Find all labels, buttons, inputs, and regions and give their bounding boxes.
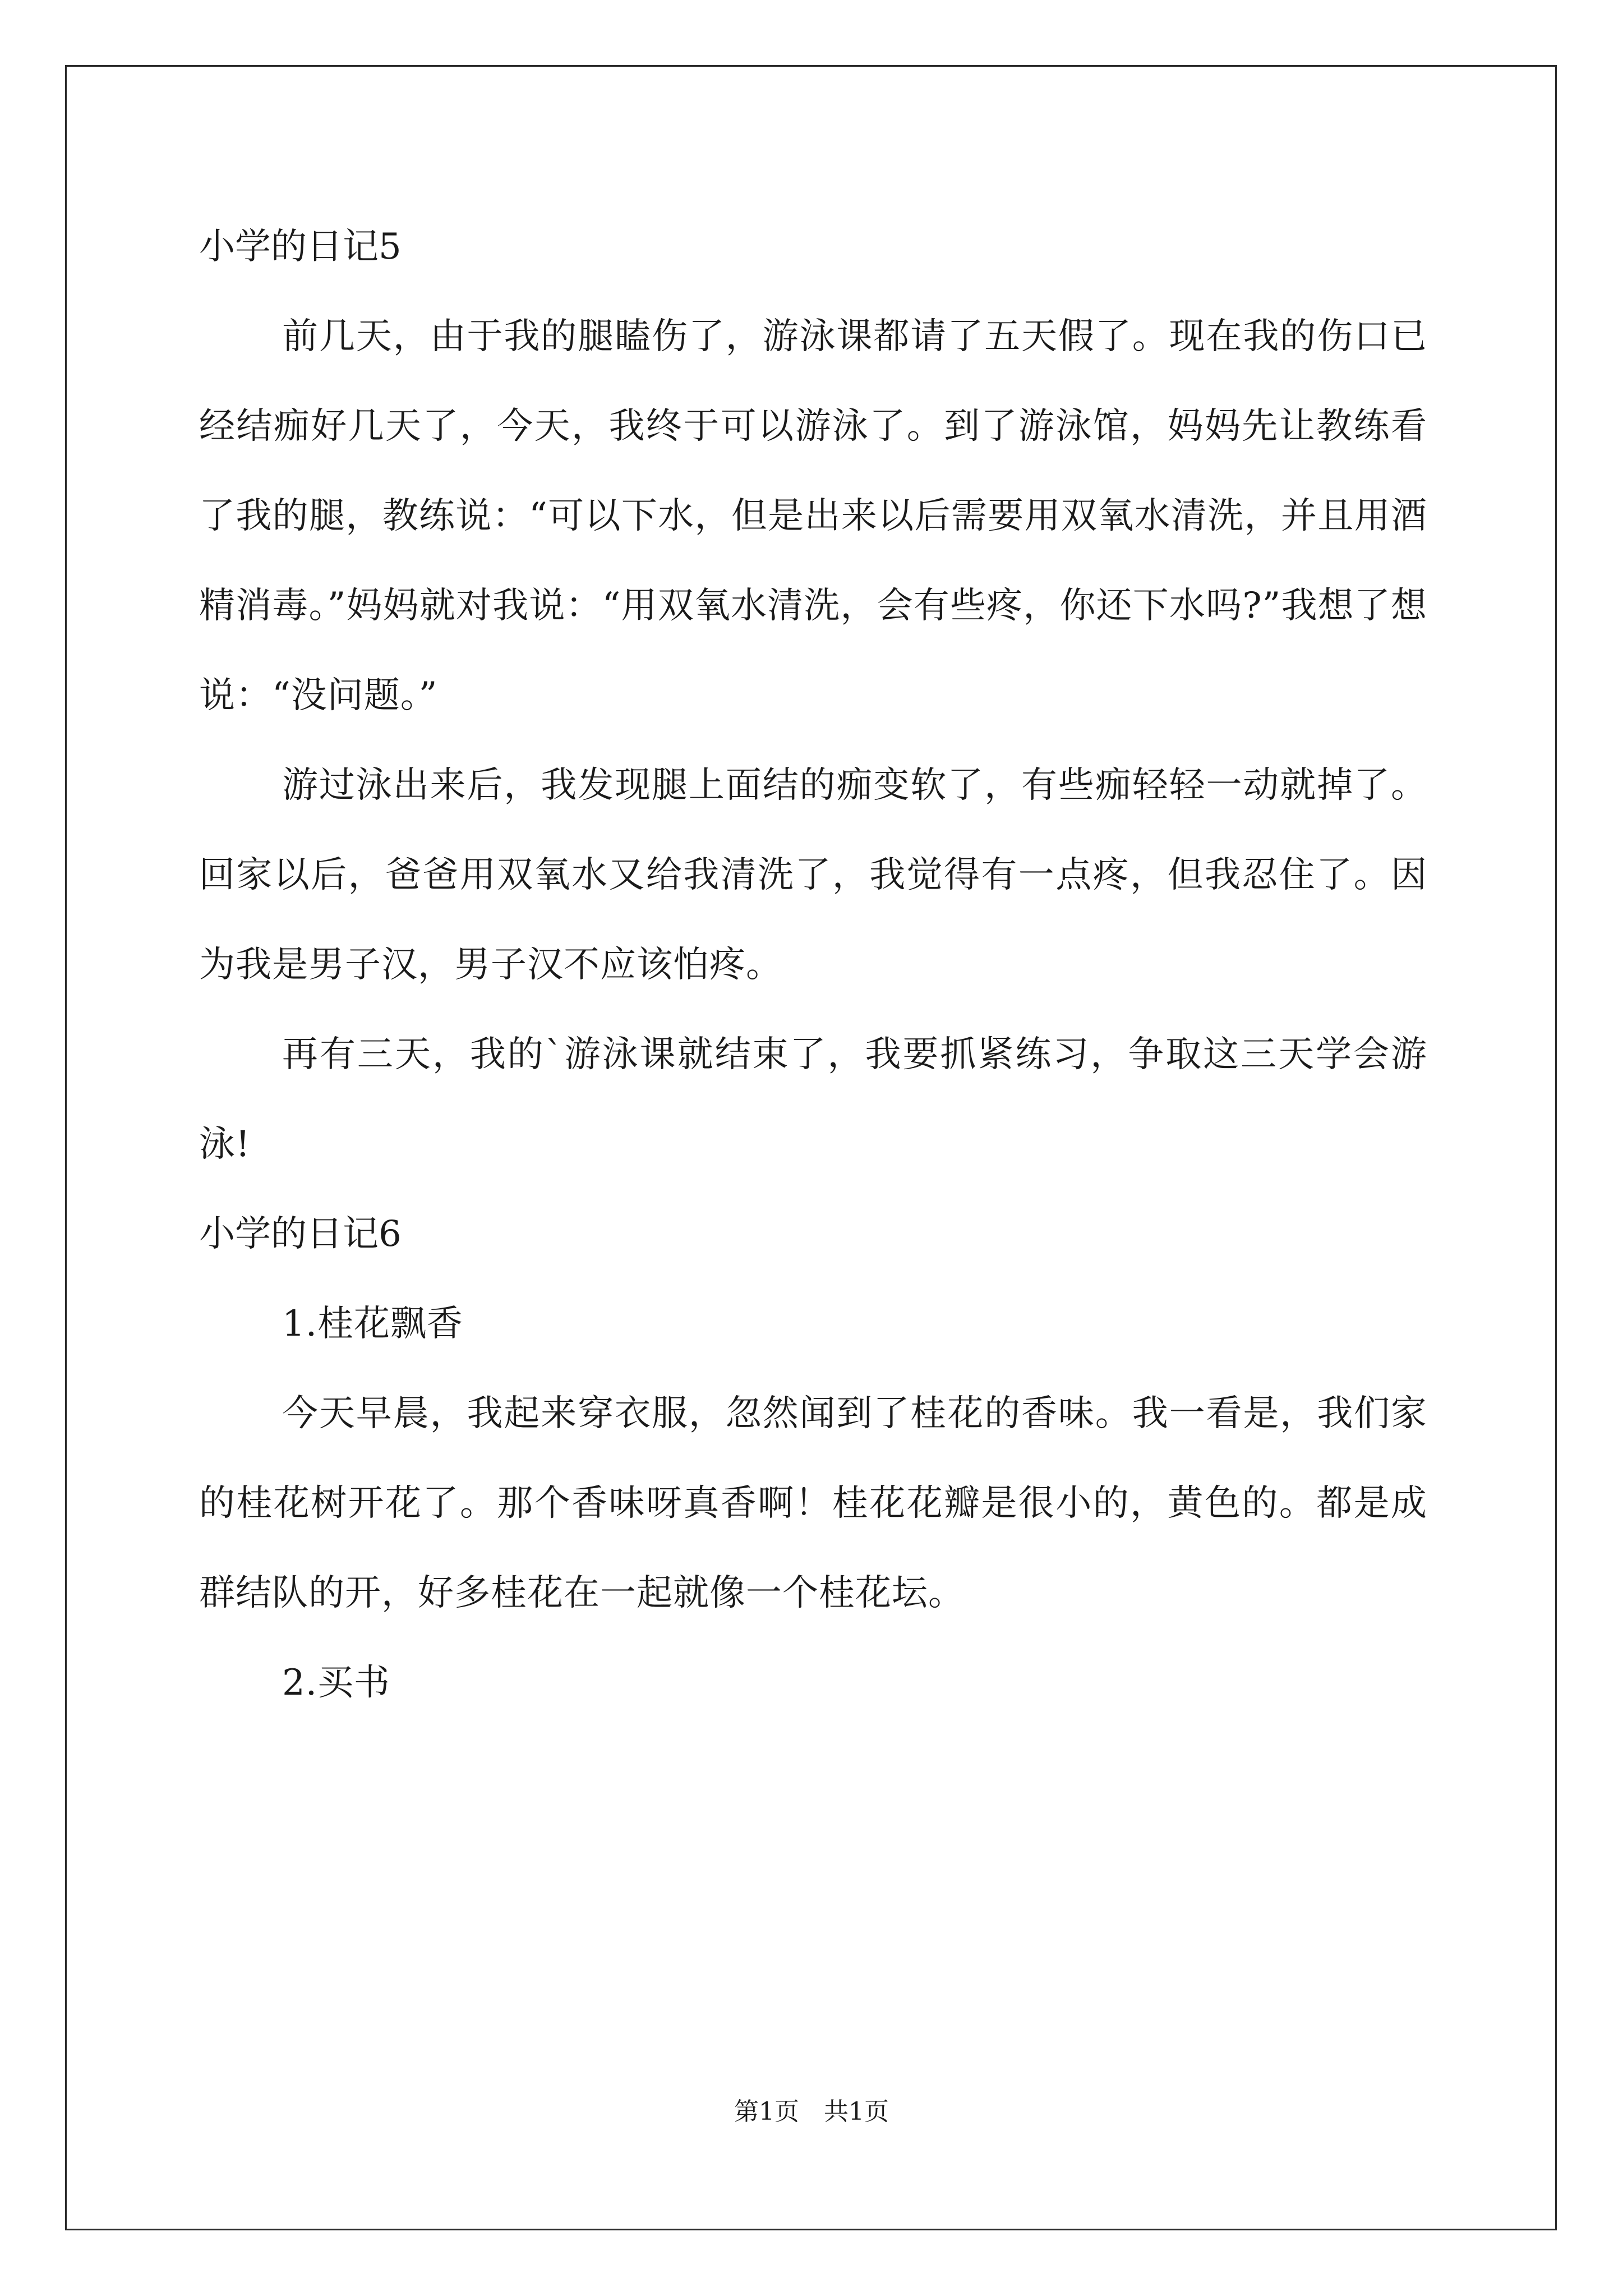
page-number: 第1页 — [734, 2097, 799, 2126]
paragraph: 前几天，由于我的腿瞌伤了，游泳课都请了五天假了。现在我的伤口已经结痂好几天了，今天，我终于可以游泳了。到了游泳馆，妈妈先让教练看了我的腿，教练说：“可以下水，但是出来以后需要用双氧水清洗，并且用酒精消毒。”妈妈就对我说：“用双氧水清洗，会有些疼，你还下水吗?”我想了想说：“没问题。” — [199, 316, 1427, 716]
page-total: 共1页 — [824, 2097, 889, 2126]
paragraph: 2.买书 — [282, 1662, 391, 1704]
document-body — [199, 202, 1427, 1728]
paragraph: 游过泳出来后，我发现腿上面结的痂变软了，有些痂轻轻一动就掉了。回家以后，爸爸用双氧水又给我清洗了，我觉得有一点疼，但我忍住了。因为我是男子汉，男子汉不应该怕疼。 — [199, 765, 1427, 986]
section-heading: 小学的日记5 — [199, 226, 402, 268]
paragraph: 1.桂花飘香 — [282, 1303, 464, 1345]
section-heading: 小学的日记6 — [199, 1213, 402, 1255]
paragraph: 再有三天，我的`游泳课就结束了，我要抓紧练习，争取这三天学会游泳! — [199, 1034, 1427, 1165]
paragraph: 今天早晨，我起来穿衣服，忽然闻到了桂花的香味。我一看是，我们家的桂花树开花了。那个香味呀真香啊！桂花花瓣是很小的，黄色的。都是成群结队的开，好多桂花在一起就像一个桂花坛。 — [199, 1393, 1427, 1614]
page-footer — [0, 2091, 1623, 2127]
